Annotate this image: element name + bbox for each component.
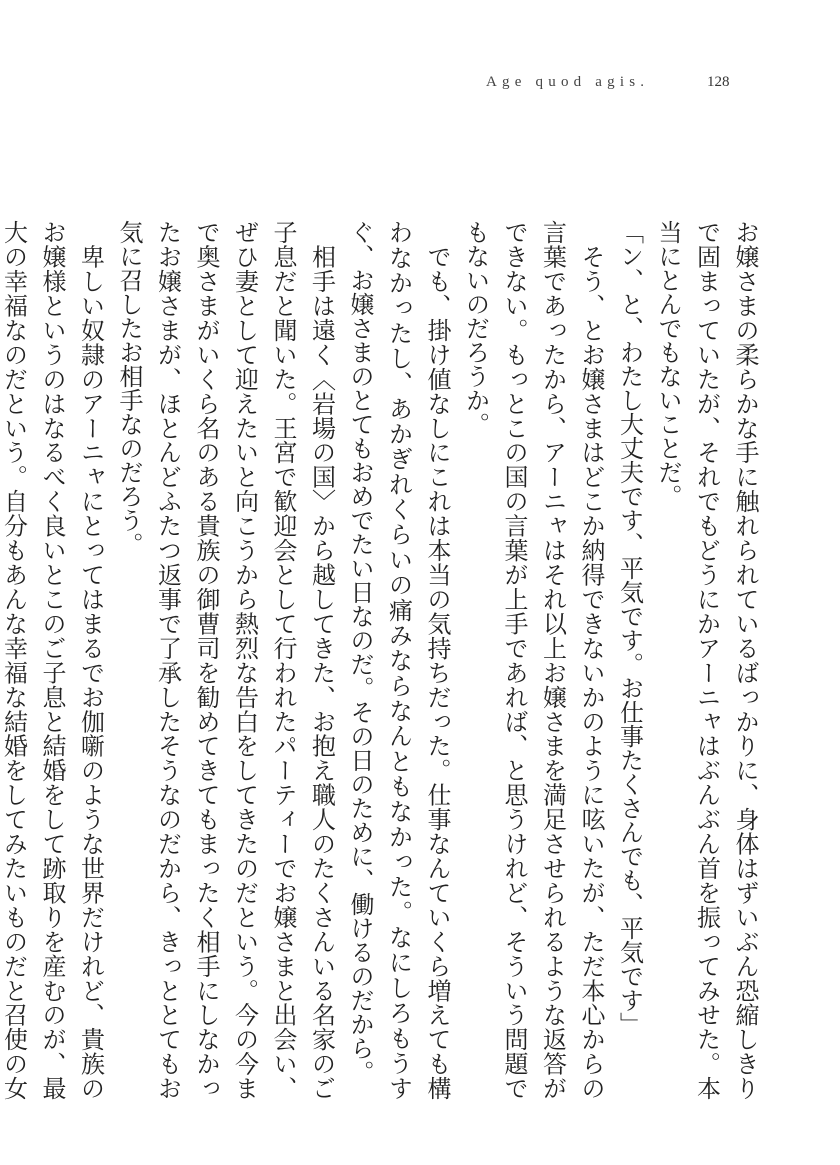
paragraph-6: 卑しい奴隷のアーニャにとってはまるでお伽噺のような世界だけれど、貴族のお嬢様というのはなるべく良いとこのご子息と結婚をして跡取りを産むのが、最大の幸福なのだという。自分もあんな幸福な結婚をしてみたいものだと召使の女	[0, 220, 105, 1100]
paragraph-5: 相手は遠く〈岩場の国〉から越してきた、お抱え職人のたくさんいる名家のご子息だと聞いた。王宮で歓迎会として行われたパーティーでお嬢さまと出会い、ぜひ妻として迎えたいと向こうから熱烈な告白をしてきたのだという。今の今まで奥さまがいくら名のある貴族の御曹司を勧めてきてもまったく相手にしなかったお嬢さまが、ほとんどふたつ返事で了承したそうなのだから、きっととてもお気に召したお相手なのだろう。	[115, 220, 336, 1100]
paragraph-3: そう、とお嬢さまはどこか納得できないかのように呟いたが、ただ本心からの言葉であったから、アーニャはそれ以上お嬢さまを満足させられるような返答ができない。もっとこの国の言葉が上手であれば、と思うけれど、そういう問題でもないのだろうか。	[461, 220, 605, 1100]
paragraph-4: でも、掛け値なしにこれは本当の気持ちだった。仕事なんていくら増えても構わなかったし、あかぎれくらいの痛みならなんともなかった。なにしろもうすぐ、お嬢さまのとてもおめでたい日なのだ。その日のために、働けるのだから。	[346, 220, 451, 1100]
page-number: 128	[707, 74, 730, 90]
paragraph-1: お嬢さまの柔らかな手に触れられているばっかりに、身体はずいぶん恐縮しきりで固まっていたが、それでもどうにかアーニャはぶんぶん首を振ってみせた。本当にとんでもないことだ。	[654, 220, 759, 1101]
paragraph-2: 「ン、と、わたし大丈夫です、平気です。お仕事たくさんでも、平気です」	[615, 220, 644, 1036]
novel-body-text	[0, 220, 764, 1101]
running-header-motto: Age quod agis.	[486, 74, 650, 90]
